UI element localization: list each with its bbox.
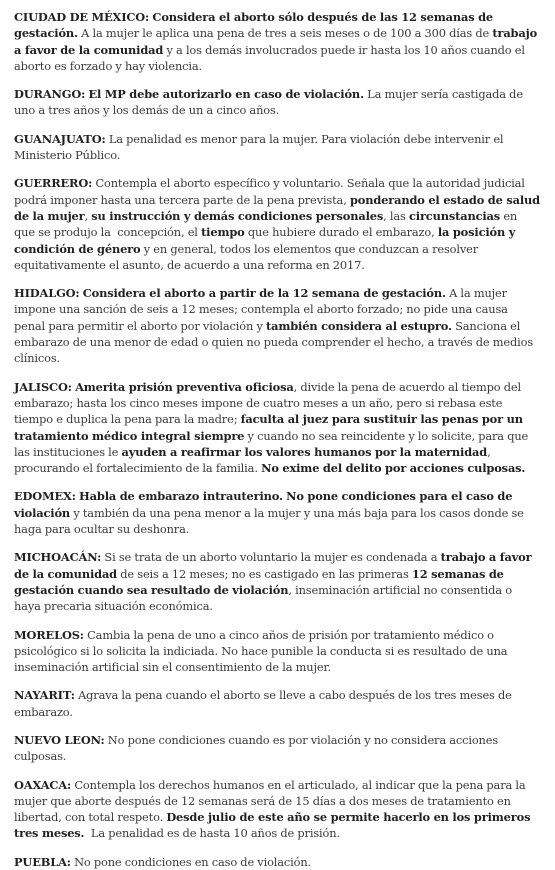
body-text: La mujer sería castigada de uno a tres años y los demás de un a cinco años. [14,87,527,118]
body-text: Agrava la pena cuando el aborto se lleve a cabo después de los tres meses de embarazo. [14,688,516,719]
bold-text: Habla de embarazo intrauterino. [79,489,283,504]
body-text: A la mujer impone una sanción de seis a 12 meses; contempla el aborto forzado; no pide una causa penal para permitir el aborto por violación y [14,286,512,333]
body-text: Contempla el aborto específico y voluntario. Señala que la autoridad judicial podrá imponer hasta una tercera parte de la pena prevista, [14,176,529,207]
bold-text: tiempo [201,225,245,240]
body-text: La penalidad es de hasta 10 años de prisión. [84,826,340,841]
body-text: y en general, todos los elementos que conduzcan a resolver equitativamente el asunto, de acuerdo a una reforma en 2017. [14,241,482,272]
bold-text: El MP debe autorizarlo en caso de violación. [88,87,364,102]
body-text: en que se produjo la concepción, el [14,208,521,240]
state-paragraph [14,86,541,119]
state-name: JALISCO: [14,379,72,394]
state-name: CIUDAD DE MÉXICO: [14,10,150,24]
state-name: OAXACA: [14,777,72,792]
bold-text: ayuden a reafirmar los valores humanos por la maternidad [121,444,488,459]
body-text: Sanciona el embarazo de una menor de edad o quien no pueda comprender el hecho, a través de medios clínicos. [14,318,537,366]
bold-text: su instrucción y demás condiciones personales [91,208,384,223]
state-name: PUEBLA: [14,854,71,869]
body-text: y también da una pena menor a la mujer y una más baja para los casos donde se haga para ocultar su deshonra. [14,505,528,537]
bold-text: Considera el aborto sólo después de las 12 semanas de gestación. [14,10,497,41]
state-name: GUANAJUATO: [14,131,106,146]
state-paragraph [14,9,541,74]
state-name: NAYARIT: [14,688,75,703]
state-paragraph [14,285,541,366]
body-text: Si se trata de un aborto voluntario la mujer es condenada a [101,550,441,565]
bold-text: No exime del delito por acciones culposas. [261,461,526,476]
body-text: , divide la pena de acuerdo al tiempo del embarazo; hasta los cinco meses impone de cuatro meses a un año, pero si rebasa este tiempo e duplica la pena para la madre; [14,379,525,427]
state-paragraph [14,488,541,537]
state-paragraph [14,687,541,720]
state-paragraph [14,379,541,477]
state-paragraph [14,732,541,765]
body-text: de seis a 12 meses; no es castigado en las primeras [117,566,412,581]
bold-text: 12 semanas de gestación cuando sea resultado de violación [14,566,508,597]
bold-text: Considera el aborto a partir de la 12 semana de gestación. [82,286,446,301]
body-text: No pone condiciones cuando es por violación y no considera acciones culposas. [14,732,502,764]
state-paragraph [14,131,541,164]
body-text: , [84,208,92,223]
state-name: DURANGO: [14,87,86,102]
state-name: HIDALGO: [14,286,80,301]
state-paragraph [14,627,541,676]
bold-text: trabajo a favor de la comunidad [14,26,541,57]
bold-text: ponderando el estado de salud de la mujer [14,192,544,223]
body-text: y cuando no sea reincidente y lo solicite, para que las instituciones le [14,428,532,459]
body-text: A la mujer le aplica una pena de tres a seis meses o de 100 a 300 días de [77,26,493,41]
state-paragraph [14,777,541,842]
body-text: La penalidad es menor para la mujer. Para violación debe intervenir el Ministerio Público. [14,131,507,163]
body-text: Contempla los derechos humanos en el articulado, al indicar que la pena para la mujer que aborte después de 12 semanas será de 15 días a dos meses de tratamiento en libertad, con total respeto. [14,777,529,825]
bold-text: No pone condiciones para el caso de violación [14,489,516,520]
state-name: GUERRERO: [14,176,93,191]
body-text: , las [383,208,409,223]
state-paragraph [14,175,544,273]
body-text: , inseminación artificial no consentida o haya precaria situación económica. [14,582,516,614]
state-paragraph [14,854,541,870]
body-text: No pone condiciones en caso de violación. [70,854,312,869]
bold-text: trabajo a favor de la comunidad [14,550,536,581]
state-name: MORELOS: [14,627,84,642]
state-name: NUEVO LEON: [14,732,105,747]
body-text: que hubiere durado el embarazo, [244,225,438,240]
body-text: Cambia la pena de uno a cinco años de prisión por tratamiento médico o psicológico si lo solicita la indiciada. No hace punible la conducta si es resultado de una inseminación artificial sin el consentimiento de la mujer. [14,627,511,675]
bold-text: Amerita prisión preventiva oficiosa [75,379,294,394]
bold-text: también considera al estupro. [266,318,452,333]
state-name: MICHOACÁN: [14,550,102,565]
bold-text: circunstancias [408,208,501,223]
state-paragraph [14,549,541,614]
bold-text: Desde julio de este año se permite hacerlo en los primeros tres meses. [14,810,534,841]
bold-text: faculta al juez para sustituir las penas por un tratamiento médico integral siempre [14,412,527,443]
body-text: y a los demás involucrados puede ir hasta los 10 años cuando el aborto es forzado y hay violencia. [14,42,529,73]
state-name: EDOMEX: [14,489,76,504]
bold-text: la posición y condición de género [14,225,519,256]
body-text: , procurando el fortalecimiento de la familia. [14,444,494,476]
